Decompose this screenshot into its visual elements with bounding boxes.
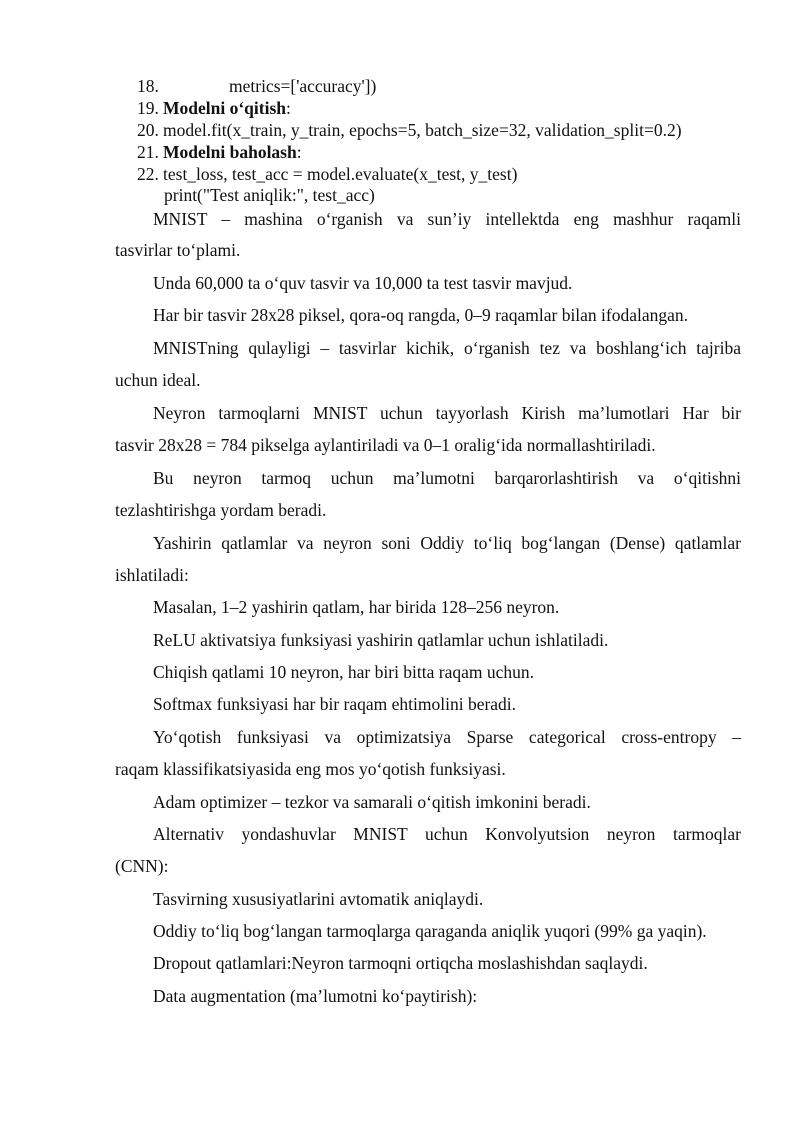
paragraph-line: Har bir tasvir 28x28 piksel, qora-oq rangda, 0–9 raqamlar bilan ifodalangan. bbox=[153, 305, 689, 325]
code-line: model.fit(x_train, y_train, epochs=5, batch_size=32, validation_split=0.2) bbox=[163, 120, 682, 140]
paragraph-line: MNIST – mashina o‘rganish va sun’iy intellektda eng mashhur raqamli bbox=[153, 209, 741, 229]
paragraph-line: (CNN): bbox=[115, 856, 169, 876]
list-number: 19. bbox=[137, 98, 159, 118]
list-number: 22. bbox=[137, 164, 159, 184]
paragraph-line: Alternativ yondashuvlar MNIST uchun Konvolyutsion neyron tarmoqlar bbox=[153, 824, 741, 844]
paragraph-line: Dropout qatlamlari:Neyron tarmoqni ortiqcha moslashishdan saqlaydi. bbox=[153, 953, 648, 973]
list-number: 18. bbox=[137, 76, 159, 96]
paragraph-line: ishlatiladi: bbox=[115, 565, 189, 585]
paragraph-line: Masalan, 1–2 yashirin qatlam, har birida 128–256 neyron. bbox=[153, 597, 560, 617]
code-line: print("Test aniqlik:", test_acc) bbox=[164, 185, 375, 205]
paragraph-line: Oddiy to‘liq bog‘langan tarmoqlarga qaraganda aniqlik yuqori (99% ga yaqin). bbox=[153, 921, 707, 941]
paragraph-line: Yo‘qotish funksiyasi va optimizatsiya Sparse categorical cross-entropy – bbox=[153, 727, 741, 747]
paragraph-line: tezlashtirishga yordam beradi. bbox=[115, 500, 327, 520]
paragraph-line: Tasvirning xususiyatlarini avtomatik aniqlaydi. bbox=[153, 889, 484, 909]
paragraph-line: Data augmentation (ma’lumotni ko‘paytirish): bbox=[153, 986, 478, 1006]
paragraph-line: Adam optimizer – tezkor va samarali o‘qitish imkonini beradi. bbox=[153, 792, 591, 812]
paragraph-line: raqam klassifikatsiyasida eng mos yo‘qotish funksiyasi. bbox=[115, 759, 506, 779]
paragraph-line: Yashirin qatlamlar va neyron soni Oddiy to‘liq bog‘langan (Dense) qatlamlar bbox=[153, 533, 741, 553]
paragraph-line: Unda 60,000 ta o‘quv tasvir va 10,000 ta test tasvir mavjud. bbox=[153, 273, 573, 293]
list-heading: Modelni o‘qitish: bbox=[163, 98, 291, 118]
paragraph-line: tasvirlar to‘plami. bbox=[115, 240, 241, 260]
paragraph-line: tasvir 28x28 = 784 pikselga aylantiriladi va 0–1 oralig‘ida normallashtiriladi. bbox=[115, 435, 656, 455]
paragraph-line: Chiqish qatlami 10 neyron, har biri bitta raqam uchun. bbox=[153, 662, 535, 682]
code-line: metrics=['accuracy']) bbox=[229, 76, 377, 96]
paragraph-line: Bu neyron tarmoq uchun ma’lumotni barqarorlashtirish va o‘qitishni bbox=[153, 468, 741, 488]
paragraph-line: Neyron tarmoqlarni MNIST uchun tayyorlash Kirish ma’lumotlari Har bir bbox=[153, 403, 741, 423]
code-line: test_loss, test_acc = model.evaluate(x_test, y_test) bbox=[163, 164, 518, 184]
list-number: 21. bbox=[137, 142, 159, 162]
paragraph-line: ReLU aktivatsiya funksiyasi yashirin qatlamlar uchun ishlatiladi. bbox=[153, 630, 609, 650]
paragraph-line: uchun ideal. bbox=[115, 370, 201, 390]
list-heading: Modelni baholash: bbox=[163, 142, 302, 162]
paragraph-line: Softmax funksiyasi har bir raqam ehtimolini beradi. bbox=[153, 694, 517, 714]
paragraph-line: MNISTning qulayligi – tasvirlar kichik, o‘rganish tez va boshlang‘ich tajriba bbox=[153, 338, 741, 358]
list-number: 20. bbox=[137, 120, 159, 140]
